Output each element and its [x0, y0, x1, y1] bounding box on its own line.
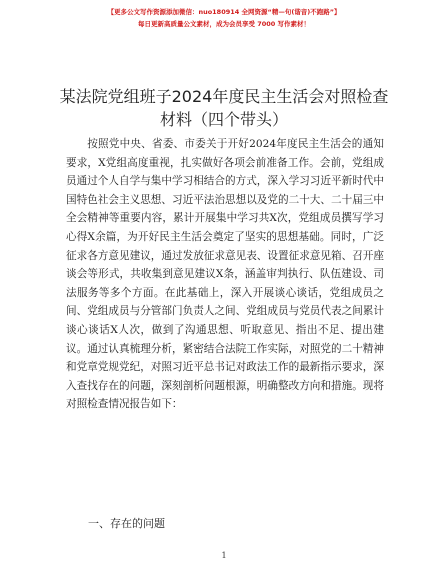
document-title-line-2: 材料（四个带头）	[159, 110, 288, 129]
document-title-line-1: 某法院党组班子2024年度民主生活会对照检查	[59, 87, 389, 106]
promo-banner-line-2: 每日更新高质量公文素材，成为会员享受 7000 写作素材！	[137, 20, 311, 28]
promo-banner-line-1: 【更多公文写作资源添加微信：nuo180914 全网资源“精—句(谐音)不跑路”】	[107, 8, 341, 16]
page-number: 1	[221, 551, 227, 560]
section-heading: 一、存在的问题	[88, 517, 165, 530]
intro-paragraph: 按照党中央、省委、市委关于开好2024年度民主生活会的通知要求，X党组高度重视，扎实做好各项会前准备工作。会前，党组成员通过个人自学与集中学习相结合的方式，深入学习习近平新时代中国特色社会主义思想、习近平法治思想以及党的二十大、二十届三中全会精神等重要内容，累计开展集中学习共X次，党组成员撰写学习心得X余篇，为开好民主生活会奠定了坚实的思想基础。同时，广泛征求各方意见建议，通过发放征求意见表、设置征求意见箱、召开座谈会等形式，共收集到意见建议X条，涵盖审判执行、队伍建设、司法服务等多个方面。在此基础上，深入开展谈心谈话，党组成员之间、党组成员与分管部门负责人之间、党组成员与党员代表之间累计谈心谈话X人次，做到了沟通思想、听取意见、指出不足、提出建议。通过认真梳理分析，紧密结合法院工作实际，对照党的二十精神和党章党规党纪，对照习近平总书记对政法工作的最新指示要求，深入查找存在的问题，深刻剖析问题根源，明确整改方向和措施。现将对照检查情况报告如下：	[66, 138, 384, 411]
